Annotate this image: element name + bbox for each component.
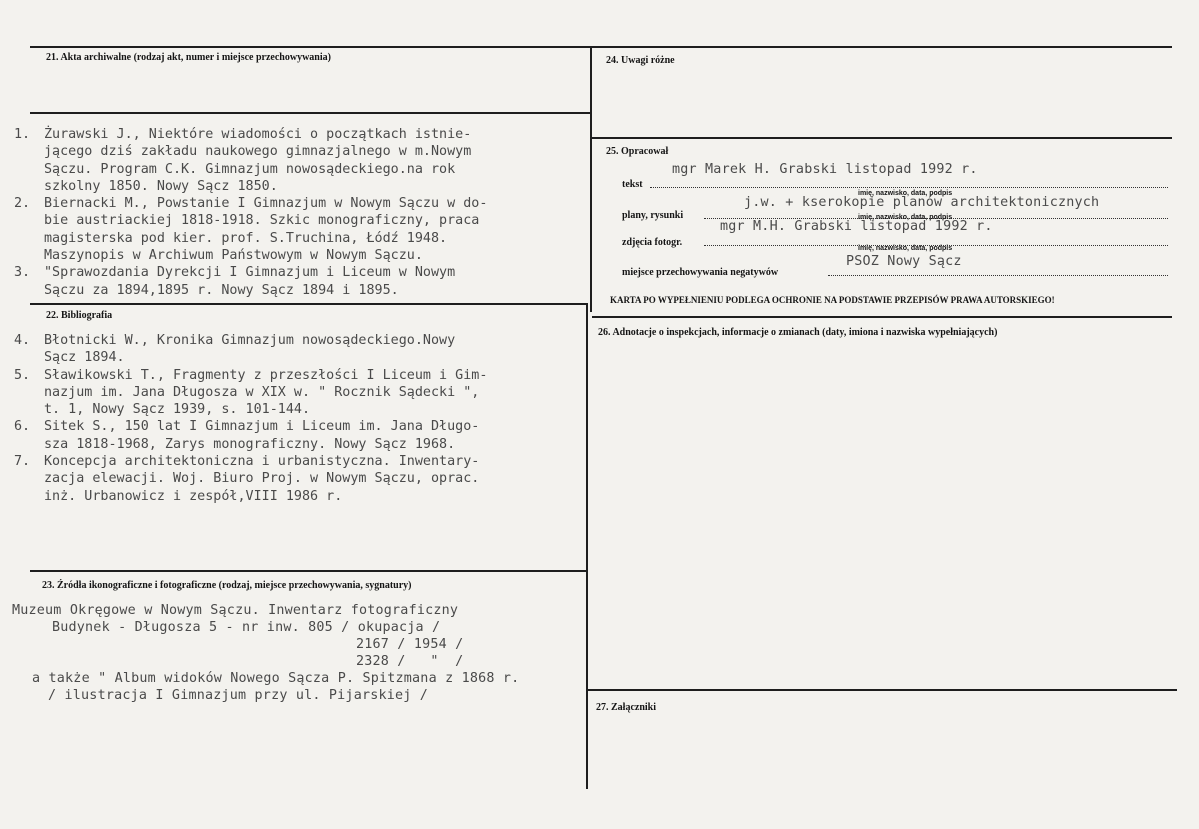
section-23-line: 2167 / 1954 / bbox=[356, 637, 464, 652]
dotted-line bbox=[650, 187, 1168, 188]
section-23-label: 23. Źródła ikonograficzne i fotograficzne (rodzaj, miejsce przechowywania, sygnatury) bbox=[42, 580, 412, 591]
row-caption-tekst: imię, nazwisko, data, podpis bbox=[858, 190, 953, 197]
row-label-tekst: tekst bbox=[622, 179, 643, 190]
list-item: 3. "Sprawozdania Dyrekcji I Gimnazjum i Liceum w Nowym Sączu za 1894,1895 r. Nowy Sącz 1894 i 1895. bbox=[14, 265, 456, 298]
section-21-list bbox=[14, 126, 487, 299]
rule-21-bottom bbox=[30, 112, 592, 114]
section-24-label: 24. Uwagi różne bbox=[606, 55, 675, 66]
rule-22-top bbox=[30, 303, 586, 305]
list-item: 1. Żurawski J., Niektóre wiadomości o początkach istnie- jącego dziś zakładu naukowego gimnazjalnego w m.Nowym Sączu. Program C.K. Gimnazjum nowosądeckiego.na rok szkolny 1850. Nowy Sącz 1850. bbox=[14, 127, 472, 194]
list-item: 2. Biernacki M., Powstanie I Gimnazjum w Nowym Sączu w do- bie austriackiej 1818-1918. Szkic monograficzny, praca magisterska pod kier. prof. S.Truchina, Łódź 1948. Maszynopis w Archiwum Państwowym w Nowym Sączu. bbox=[14, 196, 488, 264]
list-item: 7. Koncepcja architektoniczna i urbanistyczna. Inwentary- zacja elewacji. Woj. Biuro Proj. w Nowym Sączu, oprac. inż. Urbanowicz i zespół,VIII 1986 r. bbox=[14, 454, 480, 504]
center-divider bbox=[590, 46, 592, 312]
rule-27-top bbox=[587, 689, 1177, 691]
section-23-line: Muzeum Okręgowe w Nowym Sączu. Inwentarz fotograficzny bbox=[12, 603, 459, 618]
section-23-line: / ilustracja I Gimnazjum przy ul. Pijarskiej / bbox=[48, 688, 429, 703]
top-rule-left bbox=[30, 46, 592, 48]
center-divider-lower bbox=[586, 303, 588, 789]
rule-23-top bbox=[30, 570, 586, 572]
list-item: 5. Sławikowski T., Fragmenty z przeszłości I Liceum i Gim- nazjum im. Jana Długosza w XIX w. " Rocznik Sądecki ", t. 1, Nowy Sącz 1939, s. 101-144. bbox=[14, 367, 488, 418]
section-21-label: 21. Akta archiwalne (rodzaj akt, numer i miejsce przechowywania) bbox=[46, 52, 331, 63]
row-label-plany: plany, rysunki bbox=[622, 210, 684, 221]
section-23-line: a także " Album widoków Nowego Sącza P. Spitzmana z 1868 r. bbox=[32, 671, 520, 686]
section-23-line: Budynek - Długosza 5 - nr inw. 805 / okupacja / bbox=[52, 620, 441, 635]
copyright-notice: KARTA PO WYPEŁNIENIU PODLEGA OCHRONIE NA PODSTAWIE PRZEPISÓW PRAWA AUTORSKIEGO! bbox=[610, 295, 1055, 305]
list-item: 6. Sitek S., 150 lat I Gimnazjum i Liceum im. Jana Długo- sza 1818-1968, Zarys monograficzny. Nowy Sącz 1968. bbox=[14, 419, 480, 452]
dotted-line bbox=[828, 275, 1168, 276]
row-caption-plany: imię, nazwisko, data, podpis bbox=[858, 214, 953, 221]
section-25-label: 25. Opracował bbox=[606, 146, 669, 157]
section-26-label: 26. Adnotacje o inspekcjach, informacje o zmianach (daty, imiona i nazwiska wypełniających) bbox=[598, 327, 998, 338]
row-label-zdjecia: zdjęcia fotogr. bbox=[622, 237, 683, 248]
section-23-line: 2328 / " / bbox=[356, 654, 464, 669]
section-22-label: 22. Bibliografia bbox=[46, 310, 113, 321]
row-value-zdjecia: mgr M.H. Grabski listopad 1992 r. bbox=[720, 219, 993, 234]
section-22-list bbox=[14, 332, 487, 505]
row-value-negatywy: PSOZ Nowy Sącz bbox=[846, 254, 962, 269]
row-value-plany: j.w. + kserokopie planów architektonicznych bbox=[744, 195, 1100, 210]
row-caption-zdjecia: imię, nazwisko, data, podpis bbox=[858, 245, 953, 252]
list-item: 4. Błotnicki W., Kronika Gimnazjum nowosądeckiego.Nowy Sącz 1894. bbox=[14, 333, 456, 366]
top-rule-right bbox=[592, 46, 1172, 48]
section-27-label: 27. Załączniki bbox=[596, 702, 657, 713]
rule-26-top bbox=[592, 316, 1172, 318]
rule-25-top bbox=[592, 137, 1172, 139]
row-label-negatywy: miejsce przechowywania negatywów bbox=[622, 267, 779, 278]
row-value-tekst: mgr Marek H. Grabski listopad 1992 r. bbox=[672, 162, 978, 177]
